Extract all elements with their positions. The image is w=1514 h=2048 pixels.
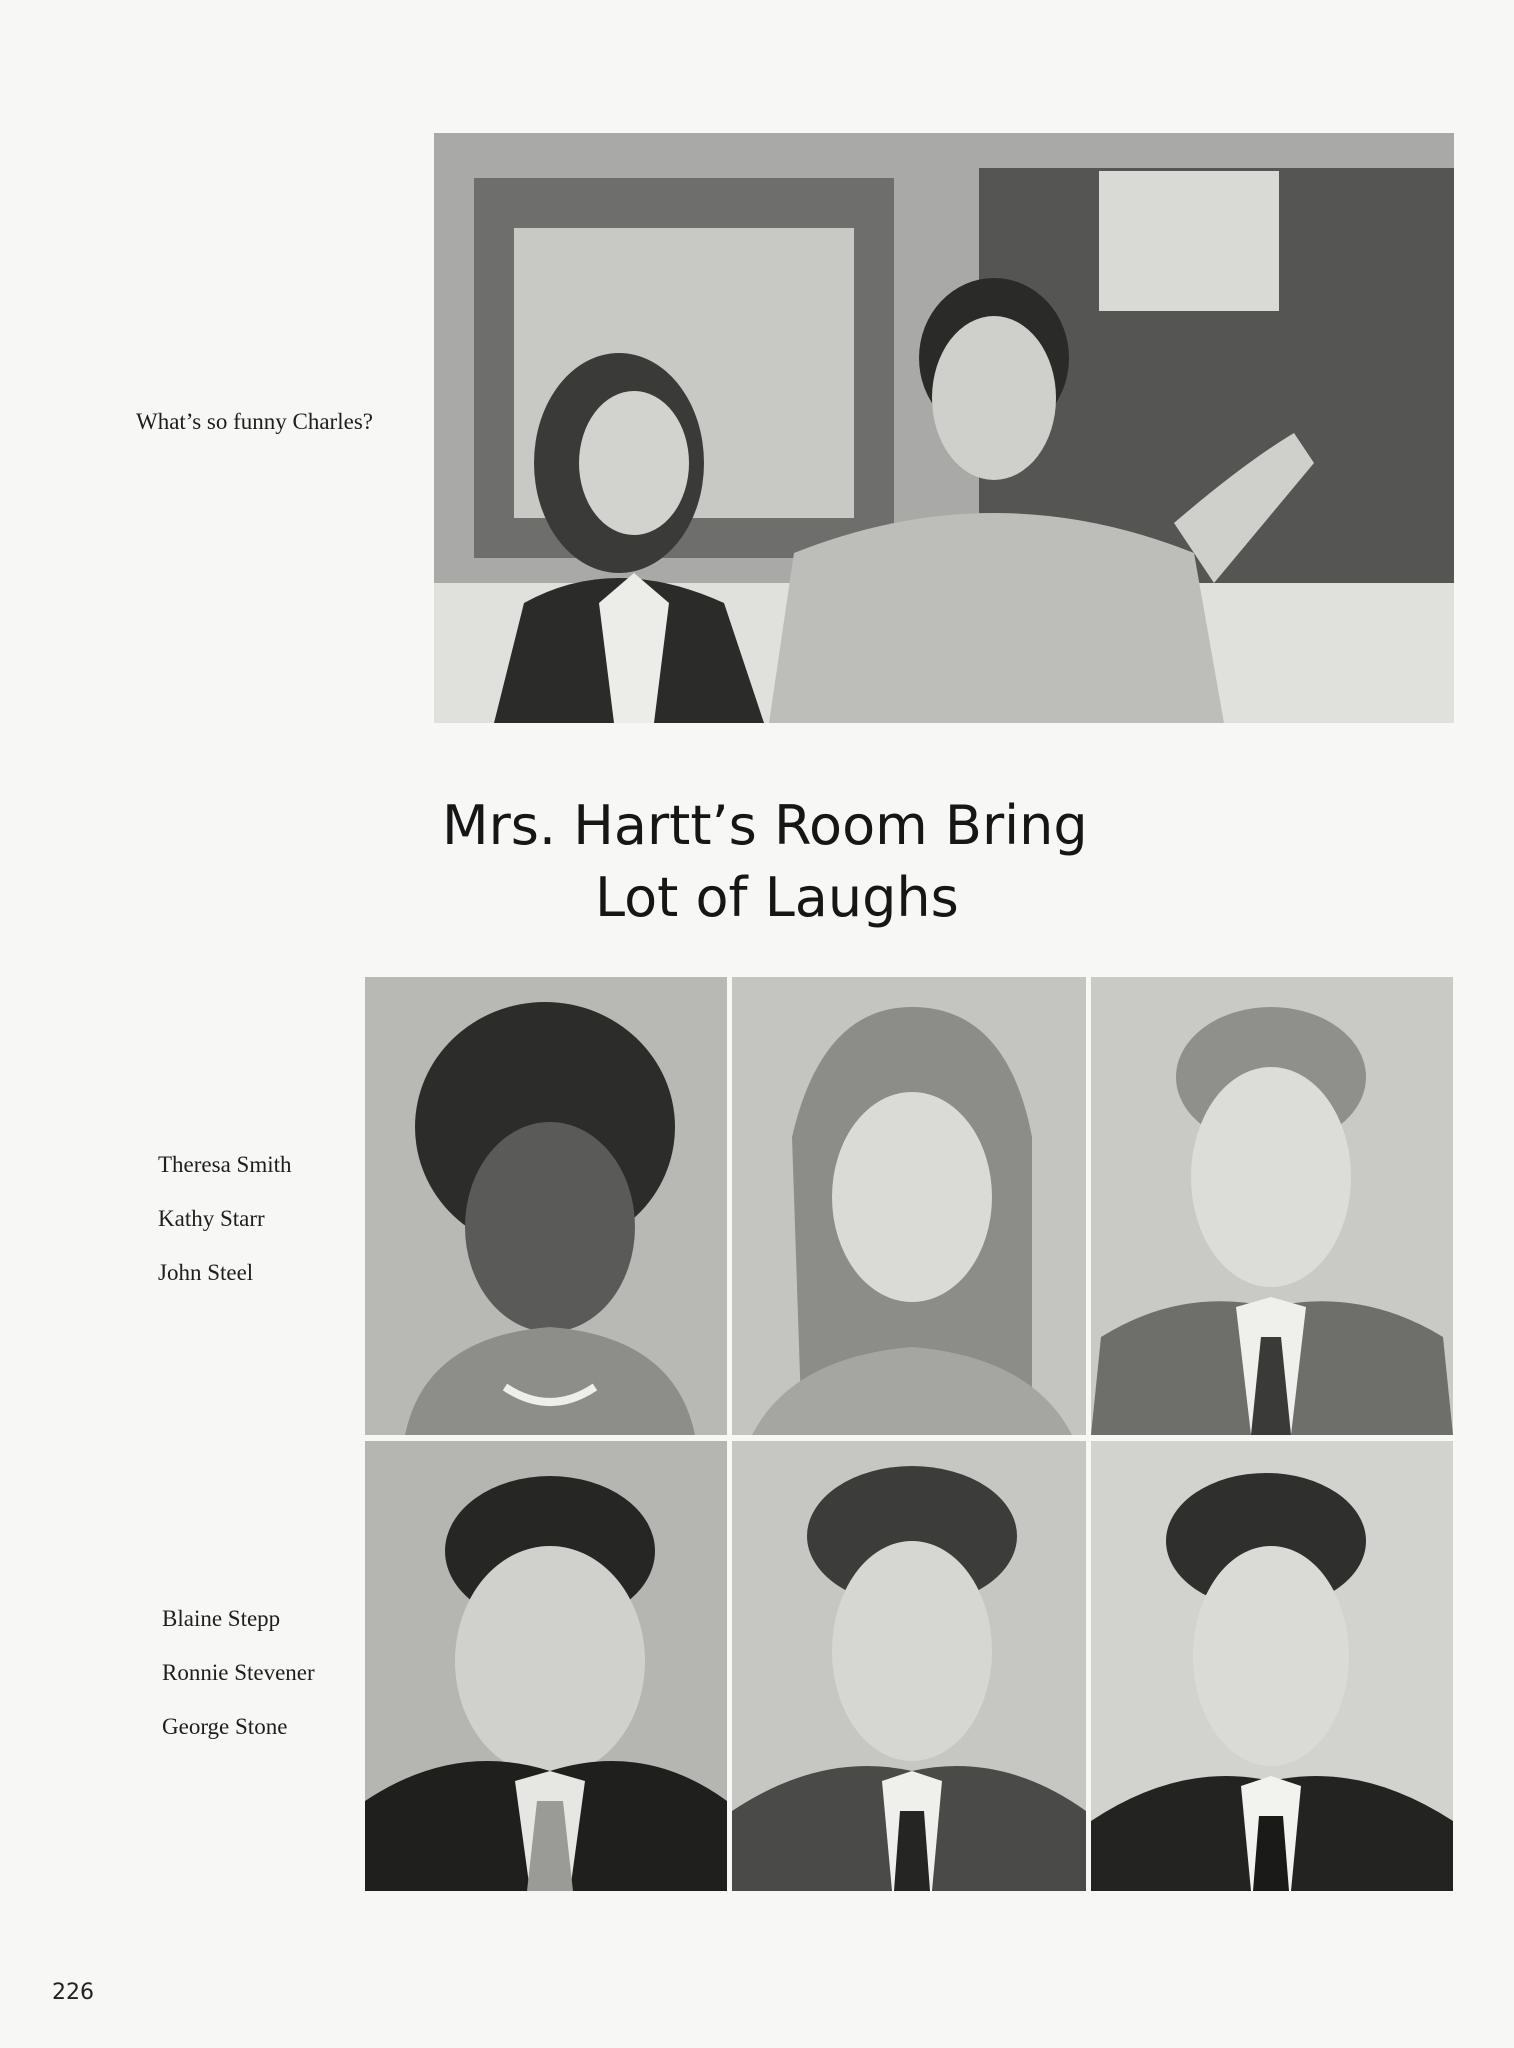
portrait-photo [1091,977,1453,1435]
student-name: Blaine Stepp [162,1606,281,1631]
portrait-row-2-names [162,1606,315,1768]
candid-photo-caption: What’s so funny Charles? [136,409,373,434]
headline-line-1: Mrs. Hartt’s Room Bring [442,794,1088,857]
candid-photo [434,133,1454,723]
portrait-photo [1091,1441,1453,1891]
portrait-photo [732,1441,1086,1891]
student-name: Theresa Smith [158,1152,292,1177]
student-name: John Steel [158,1260,254,1285]
portrait-photo [365,977,727,1435]
student-name: Kathy Starr [158,1206,265,1231]
portrait-photo [365,1441,727,1891]
student-name: Ronnie Stevener [162,1660,315,1685]
page-headline [380,790,1210,934]
page-number: 226 [52,1980,94,2005]
portrait-row-1-names [158,1152,292,1314]
student-name: George Stone [162,1714,288,1739]
headline-line-2: Lot of Laughs [595,866,959,929]
portrait-photo [732,977,1086,1435]
